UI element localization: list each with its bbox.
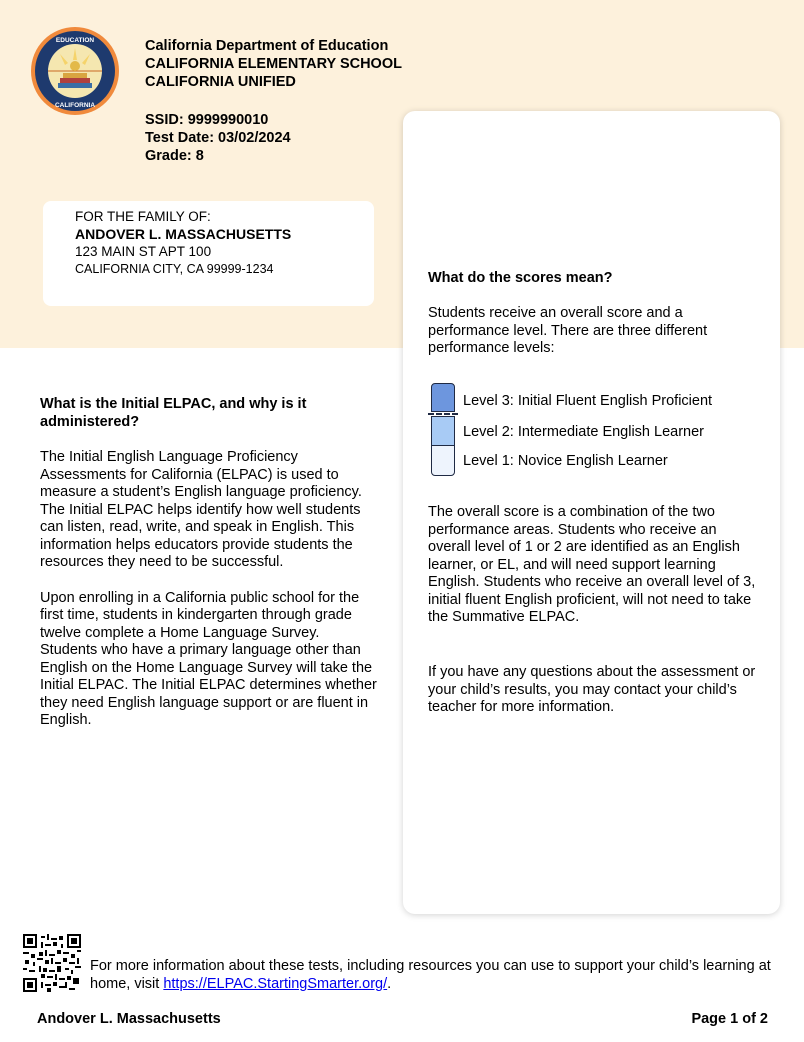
elpac-heading: What is the Initial ELPAC, and why is it administered? (40, 396, 307, 430)
level-1-swatch (431, 445, 455, 476)
page-number: Page 1 of 2 (691, 1011, 768, 1027)
address-street: 123 MAIN ST APT 100 (75, 244, 212, 259)
level-threshold-dash (428, 413, 458, 415)
ssid: SSID: 9999990010 (145, 112, 269, 128)
elpac-resources-link[interactable]: https://ELPAC.StartingSmarter.org/ (163, 975, 388, 992)
elpac-paragraph-2: Upon enrolling in a California public school for the first time, students in kindergarten through grade twelve complete a Home Language Survey. Students who have a primary language other than English on the Home Language Survey will take the Initial ELPAC. The Initial ELPAC determines whether they need English language support or are fluent in English. (40, 589, 377, 728)
mailing-address-card (43, 201, 374, 306)
footer-info-text: For more information about these tests, including resources you can use to support your child’s learning at home, visit (90, 958, 771, 992)
level-1-label: Level 1: Novice English Learner (463, 453, 668, 469)
scores-info-card (403, 111, 780, 914)
svg-text:CALIFORNIA: CALIFORNIA (54, 102, 96, 109)
performance-levels-legend (428, 381, 768, 481)
level-3-label: Level 3: Initial Fluent English Proficient (463, 393, 713, 409)
student-meta (145, 111, 291, 165)
level-3-swatch (431, 383, 455, 412)
scores-intro: Students receive an overall score and a performance level. There are three different performance levels: (428, 305, 708, 356)
address-name: ANDOVER L. MASSACHUSETTS (75, 226, 292, 242)
overall-score-paragraph: The overall score is a combination of the two performance areas. Students who receive an overall level of 1 or 2 are identified as an English learner, or EL, and will need support learning English. Students who receive an overall level of 3, initial fluent English proficient, will not need to take the Summative ELPAC. (428, 504, 756, 625)
level-2-swatch (431, 416, 455, 446)
questions-paragraph: If you have any questions about the assessment or your child’s results, you may contact your child’s teacher for more information. (428, 664, 756, 715)
district-name: CALIFORNIA UNIFIED (145, 74, 296, 90)
elpac-explainer (40, 396, 380, 748)
svg-text:EDUCATION: EDUCATION (55, 37, 95, 44)
address-attention: FOR THE FAMILY OF: (75, 209, 211, 224)
test-date: Test Date: 03/02/2024 (145, 130, 291, 146)
scores-heading: What do the scores mean? (428, 270, 613, 286)
address-city: CALIFORNIA CITY, CA 99999-1234 (75, 262, 274, 276)
school-name: CALIFORNIA ELEMENTARY SCHOOL (145, 56, 402, 72)
district-info (145, 37, 402, 91)
level-bar-icon (431, 383, 455, 478)
footer-resources-text (90, 958, 790, 993)
footer-info-period: . (387, 975, 392, 992)
grade: Grade: 8 (145, 148, 204, 164)
footer-student-name: Andover L. Massachusetts (37, 1011, 221, 1027)
elpac-paragraph-1: The Initial English Language Proficiency Assessments for California (ELPAC) is used to measure a student’s English language proficiency. The Initial ELPAC helps identify how well students can listen, read, write, and speak in English. This information helps educators provide students the resources they need to be successful. (40, 449, 362, 570)
qr-code-icon[interactable] (23, 934, 81, 992)
organization-name: California Department of Education (145, 38, 389, 54)
cde-seal-logo (30, 26, 120, 116)
level-2-label: Level 2: Intermediate English Learner (463, 424, 705, 440)
